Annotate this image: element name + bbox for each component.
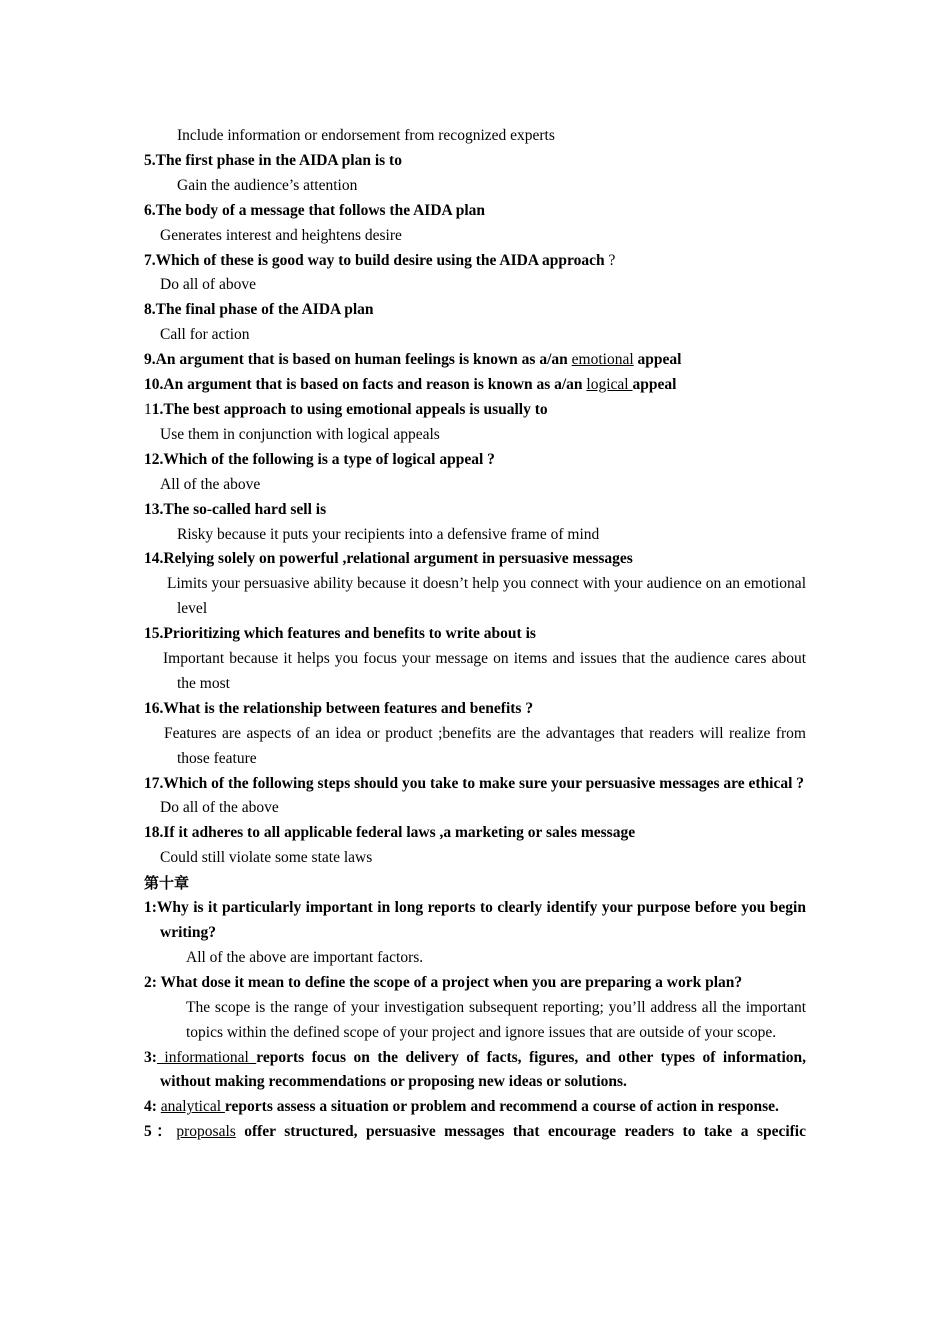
chapter-question-4 bbox=[144, 1095, 806, 1120]
answer-5: Gain the audience’s attention bbox=[177, 176, 358, 194]
question-5: 5.The first phase in the AIDA plan is to bbox=[144, 151, 402, 169]
question-6: 6.The body of a message that follows the AIDA plan bbox=[144, 201, 486, 219]
question-9-post: appeal bbox=[633, 351, 682, 369]
question-7-text: 7.Which of these is good way to build desire using the AIDA approach bbox=[144, 251, 605, 269]
question-10-blank: logical bbox=[586, 376, 633, 394]
chapter-question-2: 2: What dose it mean to define the scope of a project when you are preparing a work plan? bbox=[144, 973, 743, 991]
question-10-post: appeal bbox=[632, 376, 677, 394]
chapter-answer-1: All of the above are important factors. bbox=[186, 948, 424, 966]
answer-13: Risky because it puts your recipients into a defensive frame of mind bbox=[177, 525, 600, 543]
chapter-question-5-blank: proposals bbox=[176, 1123, 236, 1141]
chapter-question-3-text: reports focus on the delivery of facts, figures, and other types of information, without making recommendations or proposing new ideas or solutions. bbox=[160, 1048, 806, 1091]
question-18: 18.If it adheres to all applicable federal laws ,a marketing or sales message bbox=[144, 824, 636, 842]
question-12: 12.Which of the following is a type of logical appeal ? bbox=[144, 450, 495, 468]
question-11 bbox=[144, 398, 806, 423]
question-7 bbox=[144, 249, 806, 274]
question-16: 16.What is the relationship between features and benefits ? bbox=[144, 699, 534, 717]
chapter-question-4-text: reports assess a situation or problem and recommend a course of action in response. bbox=[224, 1098, 779, 1116]
question-8: 8.The final phase of the AIDA plan bbox=[144, 301, 374, 319]
question-10 bbox=[144, 373, 806, 398]
question-11-number: 1 bbox=[144, 400, 152, 418]
question-9-pre: 9.An argument that is based on human feelings is known as a/an bbox=[144, 351, 572, 369]
chapter-question-5-number: 5： bbox=[144, 1123, 177, 1141]
chapter-question-1: 1:Why is it particularly important in long reports to clearly identify your purpose before you begin writing? bbox=[144, 899, 806, 941]
question-15: 15.Prioritizing which features and benefits to write about is bbox=[144, 625, 536, 643]
chapter-answer-2: The scope is the range of your investigation subsequent reporting; you’ll address all the important topics within the defined scope of your project and ignore issues that are outside of your scope. bbox=[186, 998, 806, 1041]
chapter-question-4-blank: analytical bbox=[160, 1098, 225, 1116]
answer-17: Do all of the above bbox=[160, 799, 279, 817]
question-9-blank: emotional bbox=[571, 351, 634, 369]
document-page bbox=[144, 124, 806, 1145]
answer-8: Call for action bbox=[160, 326, 250, 344]
answer-14: Limits your persuasive ability because it doesn’t help you connect with your audience on an emotional level bbox=[167, 575, 806, 618]
question-9 bbox=[144, 348, 806, 373]
chapter-question-5-text: offer structured, persuasive messages that encourage readers to take a specific bbox=[235, 1123, 806, 1141]
question-11-text: 1.The best approach to using emotional appeals is usually to bbox=[151, 400, 548, 418]
question-10-pre: 10.An argument that is based on facts and reason is known as a/an bbox=[144, 376, 587, 394]
answer-12: All of the above bbox=[160, 475, 261, 493]
answer-16: Features are aspects of an idea or product ;benefits are the advantages that readers will realize from those feature bbox=[164, 724, 806, 767]
chapter-question-3-number: 3: bbox=[144, 1048, 157, 1066]
chapter-question-4-number: 4: bbox=[144, 1098, 161, 1116]
chapter-question-5 bbox=[144, 1120, 806, 1145]
chapter-question-3-blank: informational bbox=[156, 1048, 257, 1066]
answer-4: Include information or endorsement from recognized experts bbox=[177, 127, 555, 144]
question-7-mark: ? bbox=[604, 251, 616, 269]
answer-11: Use them in conjunction with logical appeals bbox=[160, 425, 440, 443]
chapter-question-3 bbox=[144, 1046, 806, 1096]
answer-18: Could still violate some state laws bbox=[160, 849, 373, 867]
question-17: 17.Which of the following steps should you take to make sure your persuasive messages are ethical ? bbox=[144, 774, 805, 792]
question-13: 13.The so-called hard sell is bbox=[144, 500, 327, 518]
answer-15: Important because it helps you focus your message on items and issues that the audience cares about the most bbox=[163, 650, 806, 692]
chapter-heading: 第十章 bbox=[144, 874, 190, 893]
answer-6: Generates interest and heightens desire bbox=[160, 226, 402, 244]
answer-7: Do all of above bbox=[160, 276, 256, 294]
question-14: 14.Relying solely on powerful ,relational argument in persuasive messages bbox=[144, 550, 633, 568]
